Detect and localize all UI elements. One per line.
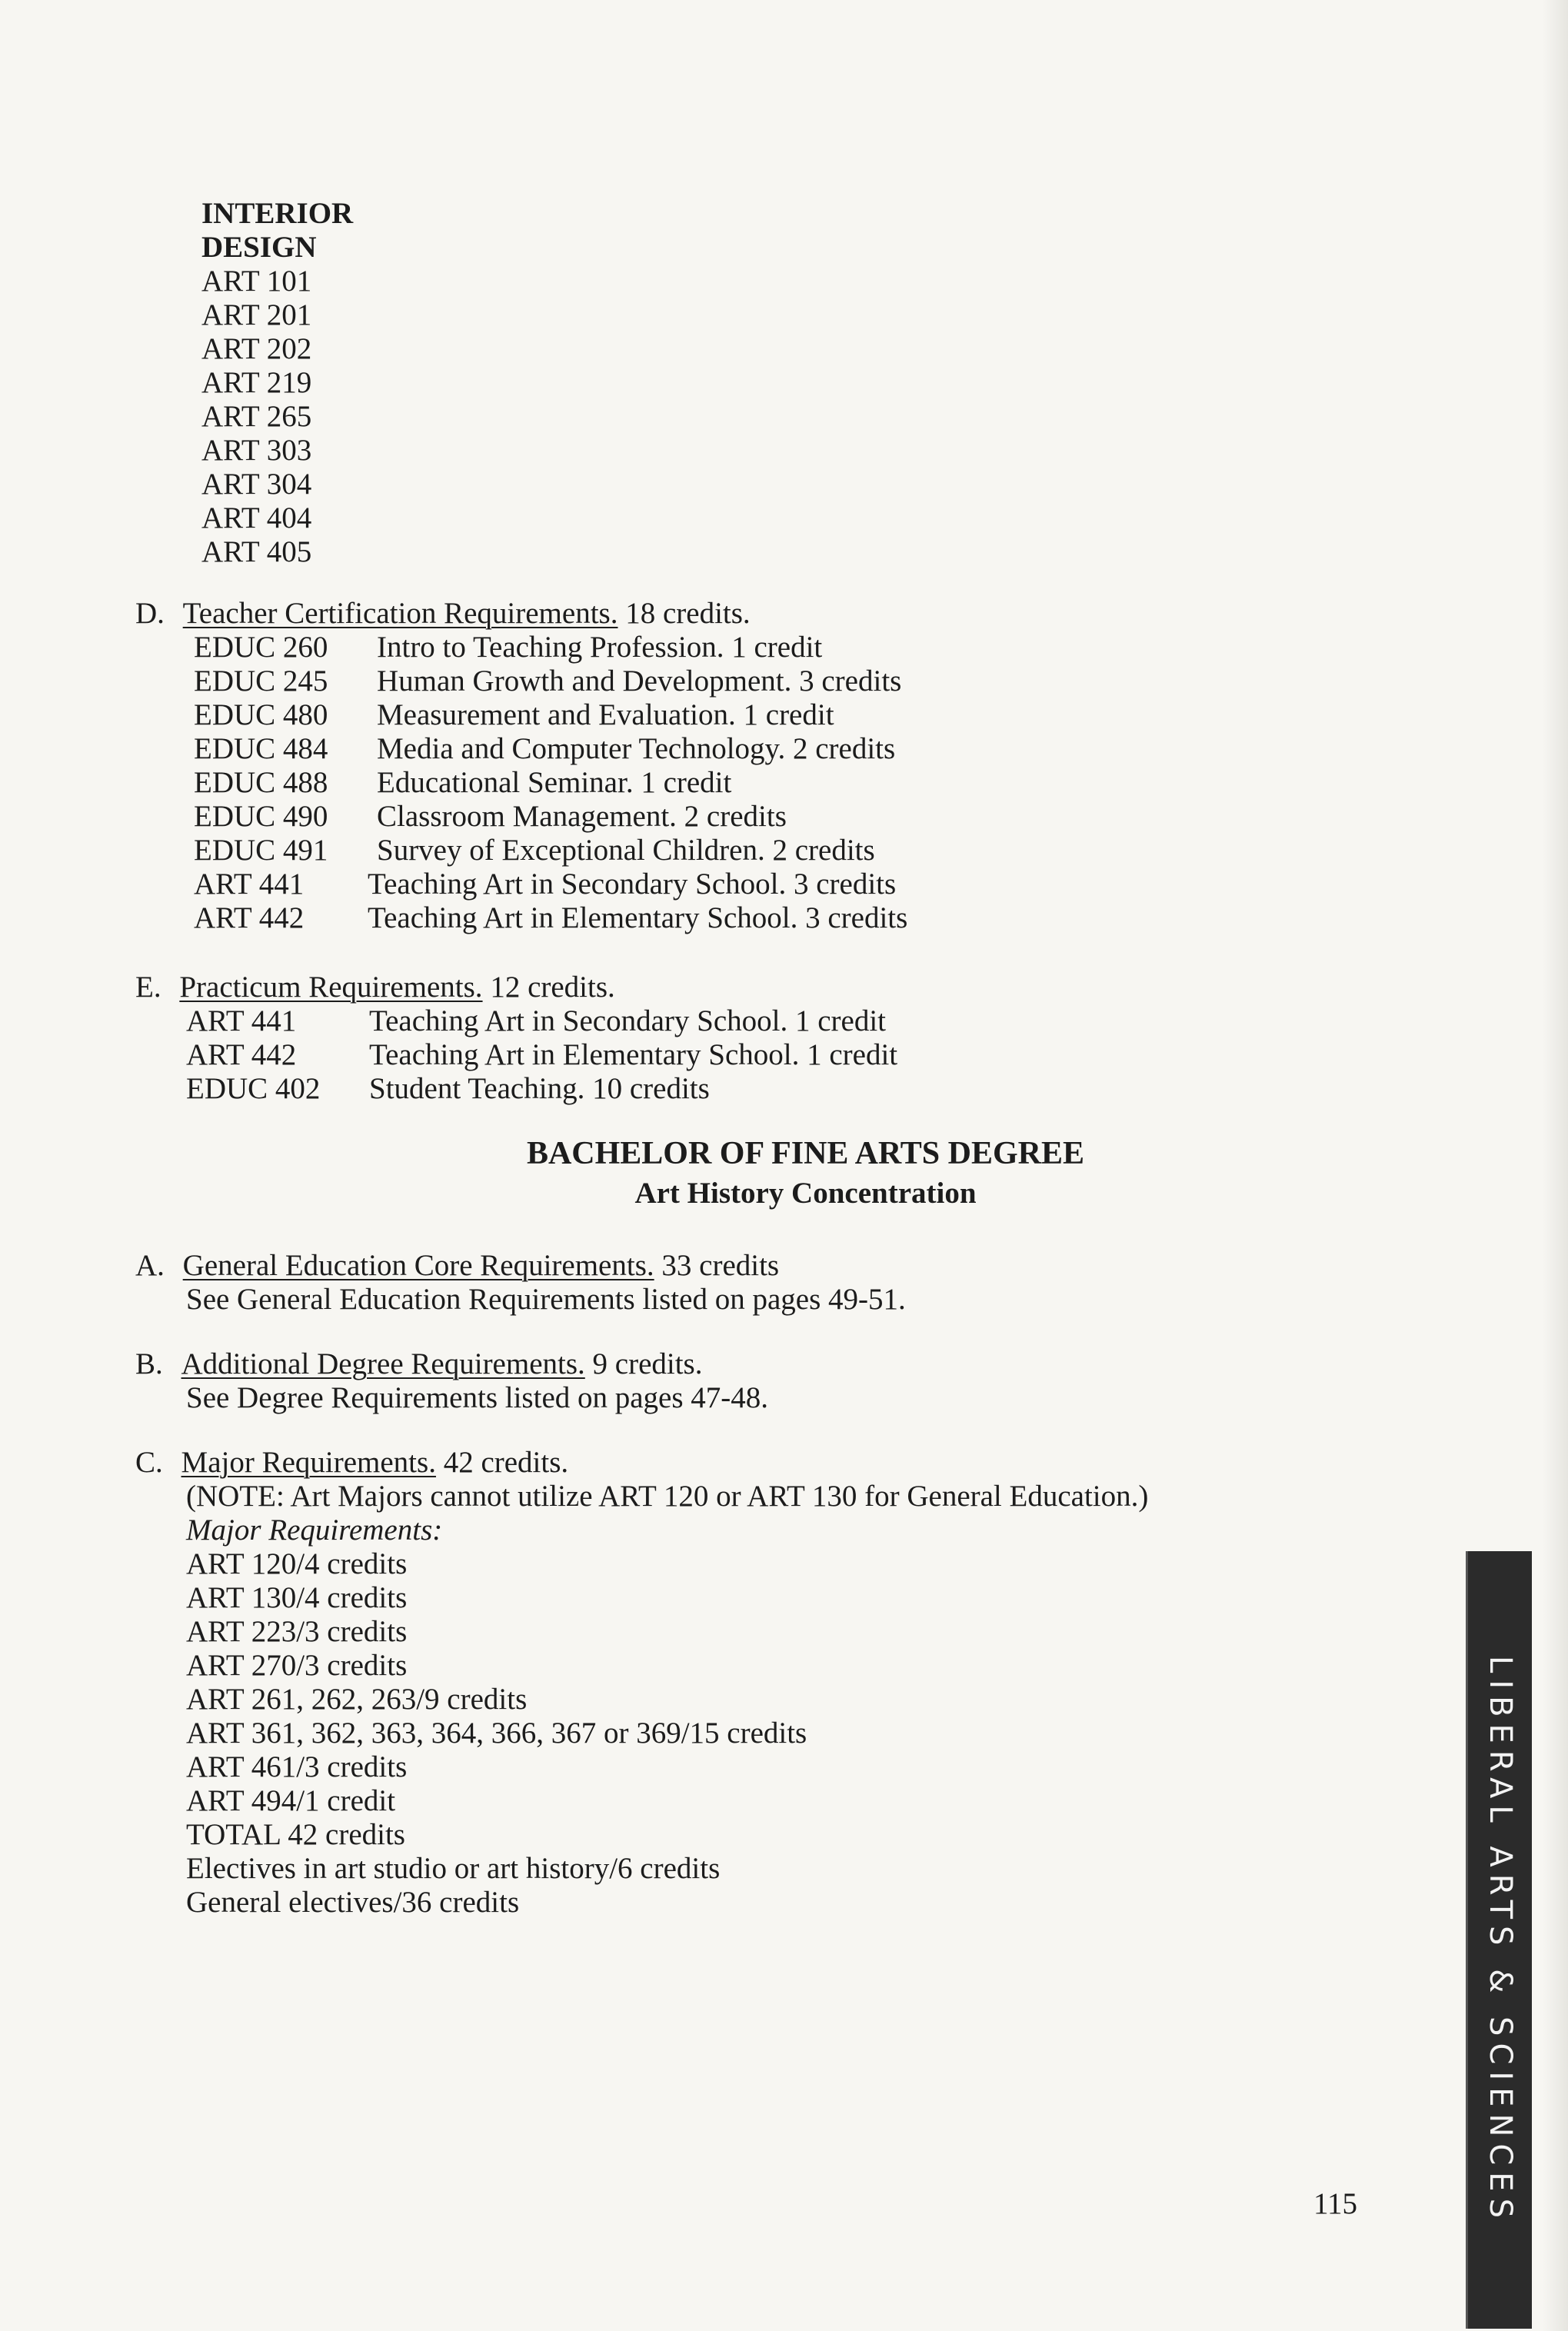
page-number: 115 bbox=[1313, 2187, 1358, 2220]
list-item: TOTAL 42 credits bbox=[186, 1818, 405, 1851]
list-item: EDUC 484 Media and Computer Technology. 2 credits bbox=[194, 732, 896, 765]
section-e-list bbox=[186, 1004, 897, 1106]
list-item: General electives/36 credits bbox=[186, 1886, 520, 1919]
section-side-tab bbox=[1466, 1551, 1532, 2329]
list-item: ART 130/4 credits bbox=[186, 1581, 408, 1614]
course-line: ART 219 bbox=[201, 366, 312, 399]
list-item: ART 441 Teaching Art in Secondary School. 3 credits bbox=[194, 867, 897, 901]
course-line: ART 405 bbox=[201, 535, 312, 568]
interior-title-line2: DESIGN bbox=[201, 231, 317, 264]
list-item: EDUC 480 Measurement and Evaluation. 1 credit bbox=[194, 698, 834, 731]
section-e-heading: E. Practicum Requirements. 12 credits. bbox=[135, 971, 615, 1004]
section-e-title: Practicum Requirements. bbox=[179, 971, 483, 1004]
course-line: ART 265 bbox=[201, 400, 312, 433]
section-a-heading: A. General Education Core Requirements. 33 credits bbox=[135, 1249, 780, 1282]
list-item: EDUC 490 Classroom Management. 2 credits bbox=[194, 800, 787, 833]
course-line: ART 202 bbox=[201, 332, 312, 365]
bfa-subtitle: Art History Concentration bbox=[634, 1177, 977, 1210]
list-item: ART 442 Teaching Art in Elementary School. 3 credits bbox=[194, 901, 908, 934]
list-item: ART 461/3 credits bbox=[186, 1750, 408, 1783]
list-item: EDUC 260 Intro to Teaching Profession. 1 credit bbox=[194, 631, 823, 664]
side-tab-label: LIBERAL ARTS & SCIENCES bbox=[1482, 1655, 1518, 2225]
list-item: EDUC 488 Educational Seminar. 1 credit bbox=[194, 766, 732, 799]
section-b-heading: B. Additional Degree Requirements. 9 credits. bbox=[135, 1347, 703, 1380]
section-c-subhead: Major Requirements: bbox=[186, 1513, 443, 1547]
list-item: EDUC 491 Survey of Exceptional Children. 2 credits bbox=[194, 834, 875, 867]
list-item: ART 120/4 credits bbox=[186, 1547, 408, 1580]
section-d-list bbox=[194, 631, 907, 935]
section-a-title: General Education Core Requirements. bbox=[182, 1249, 654, 1282]
interior-title-line1: INTERIOR bbox=[201, 197, 354, 230]
course-line: ART 304 bbox=[201, 468, 312, 501]
section-b-title: Additional Degree Requirements. bbox=[181, 1347, 585, 1380]
interior-design-block bbox=[201, 197, 353, 569]
section-a-note: See General Education Requirements listed on pages 49-51. bbox=[186, 1283, 906, 1316]
course-line: ART 201 bbox=[201, 298, 312, 331]
list-item: ART 361, 362, 363, 364, 366, 367 or 369/15 credits bbox=[186, 1717, 807, 1750]
section-c-heading: C. Major Requirements. 42 credits. bbox=[135, 1446, 569, 1479]
list-item: Electives in art studio or art history/6 credits bbox=[186, 1852, 721, 1885]
course-line: ART 404 bbox=[201, 501, 312, 534]
list-item: ART 261, 262, 263/9 credits bbox=[186, 1683, 528, 1716]
bfa-title: BACHELOR OF FINE ARTS DEGREE bbox=[526, 1136, 1085, 1171]
section-c-list bbox=[186, 1547, 807, 1920]
section-d-heading: D. Teacher Certification Requirements. 18 credits. bbox=[135, 597, 751, 630]
list-item: EDUC 245 Human Growth and Development. 3 credits bbox=[194, 664, 902, 698]
section-c-note: (NOTE: Art Majors cannot utilize ART 120 or ART 130 for General Education.) bbox=[186, 1480, 1149, 1513]
section-b-note: See Degree Requirements listed on pages 47-48. bbox=[186, 1381, 769, 1414]
course-line: ART 101 bbox=[201, 265, 312, 298]
list-item: ART 494/1 credit bbox=[186, 1784, 396, 1817]
section-c-title: Major Requirements. bbox=[181, 1446, 436, 1479]
list-item: EDUC 402 Student Teaching. 10 credits bbox=[186, 1072, 710, 1105]
list-item: ART 270/3 credits bbox=[186, 1649, 408, 1682]
list-item: ART 223/3 credits bbox=[186, 1615, 408, 1648]
list-item: ART 441 Teaching Art in Secondary School. 1 credit bbox=[186, 1004, 887, 1037]
section-d-title: Teacher Certification Requirements. bbox=[182, 597, 618, 630]
course-line: ART 303 bbox=[201, 434, 312, 467]
list-item: ART 442 Teaching Art in Elementary School. 1 credit bbox=[186, 1038, 898, 1071]
